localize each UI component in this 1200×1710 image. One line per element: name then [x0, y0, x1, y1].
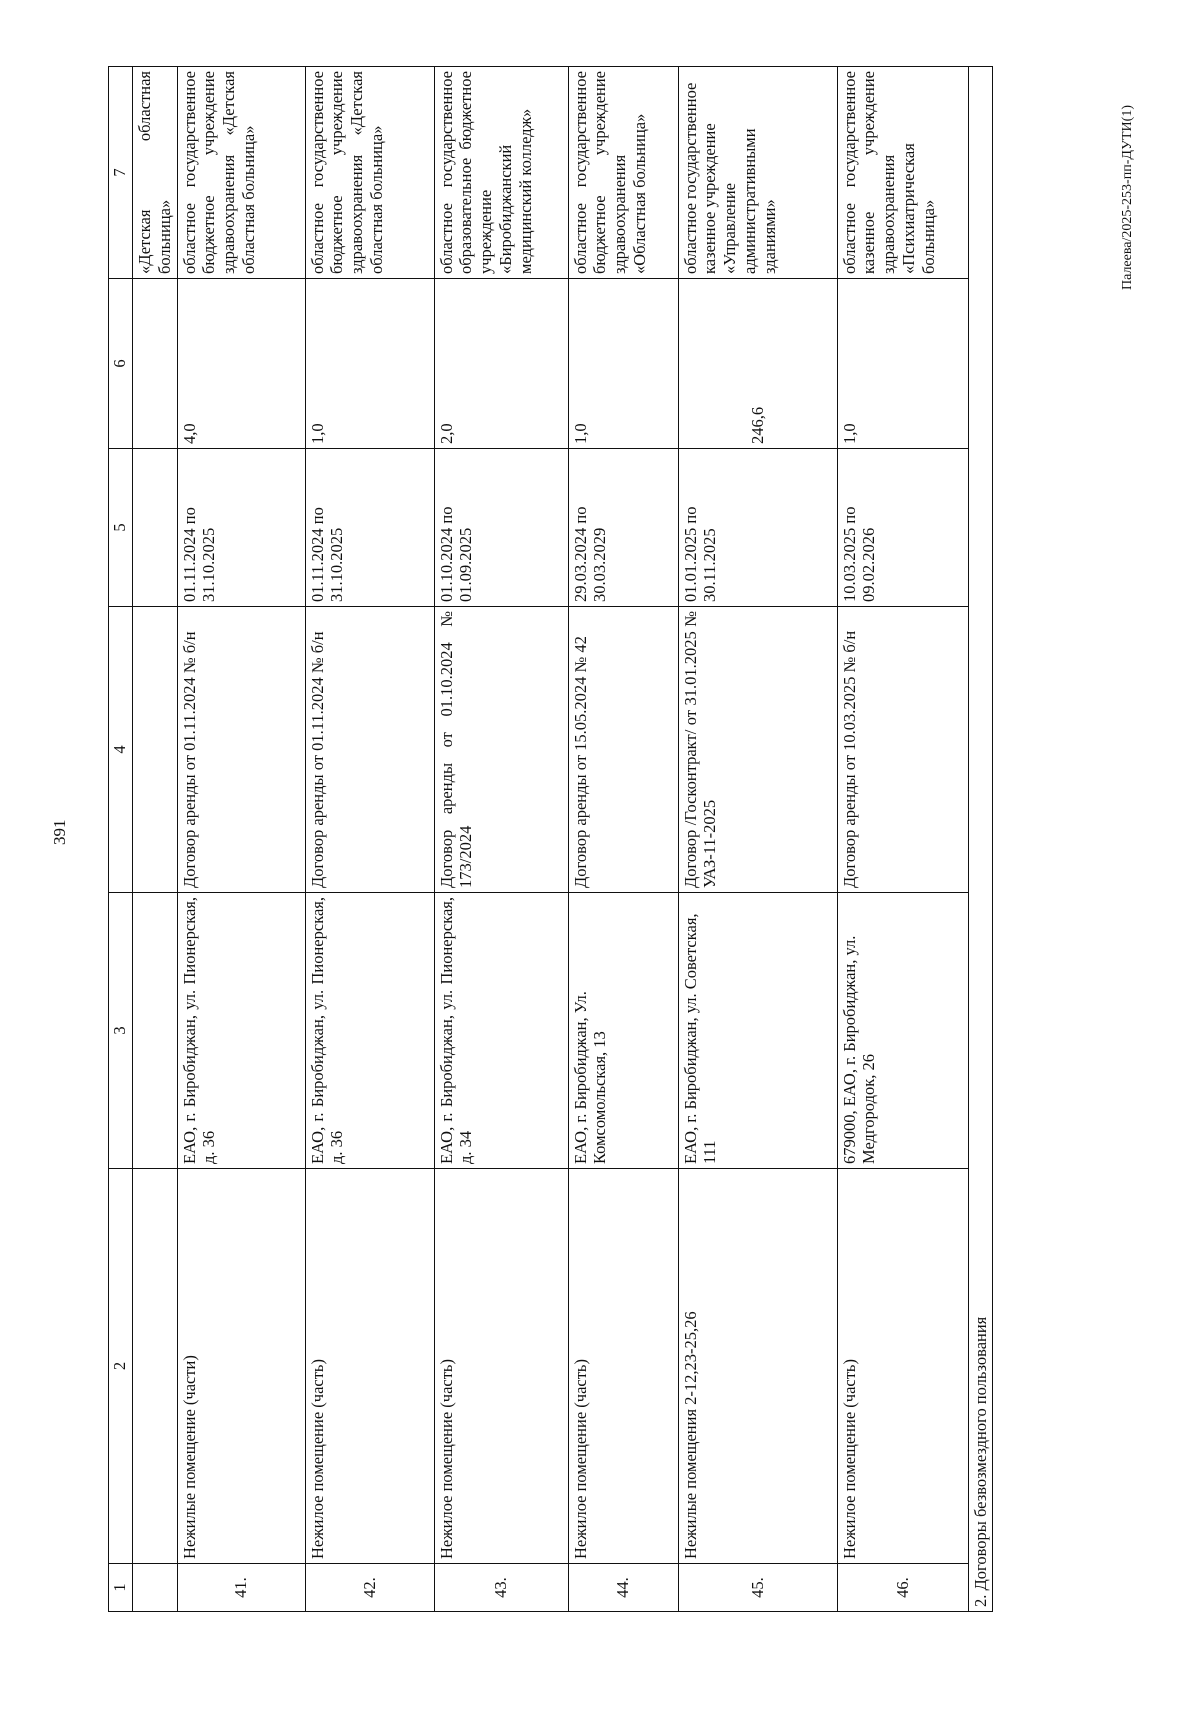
column-number: 7 [109, 67, 133, 279]
cell-area: 1,0 [305, 279, 434, 449]
column-number: 1 [109, 1564, 133, 1612]
cell-organization: областное государственное бюджетное учреждение здравоохранения «Детская областная больница» [305, 67, 434, 279]
cell-organization: областное государственное бюджетное учреждение здравоохранения «Областная больница» [568, 67, 678, 279]
cell-object: Нежилое помещение (часть) [568, 1169, 678, 1564]
cell-contract: Договор аренды от 01.11.2024 № б/н [305, 607, 434, 893]
cell-address: ЕАО, г. Биробиджан, ул. Пионерская, д. 36 [305, 893, 434, 1169]
cell-area: 1,0 [837, 279, 968, 449]
column-number: 3 [109, 893, 133, 1169]
cell-object: Нежилые помещение (части) [177, 1169, 305, 1564]
table-row [434, 67, 568, 1612]
cell-organization: областное государственное казенное учреждение «Управление административными зданиями» [678, 67, 837, 279]
cell-organization: «Детская областная больница» [133, 67, 178, 279]
table-row [678, 67, 837, 1612]
column-number: 5 [109, 449, 133, 607]
cell-row-number: 46. [837, 1564, 968, 1612]
cell-period: 01.01.2025 по 30.11.2025 [678, 449, 837, 607]
cell-period: 29.03.2024 по 30.03.2029 [568, 449, 678, 607]
column-number: 4 [109, 607, 133, 893]
column-number: 6 [109, 279, 133, 449]
page-number: 391 [50, 819, 69, 845]
cell-period: 01.10.2024 по 01.09.2025 [434, 449, 568, 607]
cell-contract: Договор /Госконтракт/ от 31.01.2025 № УАЗ-11-2025 [678, 607, 837, 893]
section-heading-row [968, 67, 993, 1612]
cell-address: ЕАО, г. Биробиджан, ул. Пионерская, д. 36 [177, 893, 305, 1169]
cell-object: Нежилое помещение (часть) [434, 1169, 568, 1564]
table-row [837, 67, 968, 1612]
cell-row-number: 41. [177, 1564, 305, 1612]
document-code: Палеева/2025-253-пп-ДУТИ(1) [1120, 105, 1135, 290]
lease-contracts-table [108, 66, 993, 1612]
cell-object: Нежилые помещения 2-12,23-25,26 [678, 1169, 837, 1564]
cell-contract: Договор аренды от 01.10.2024 № 173/2024 [434, 607, 568, 893]
cell-period: 01.11.2024 по 31.10.2025 [305, 449, 434, 607]
cell-object: Нежилое помещение (часть) [837, 1169, 968, 1564]
cell-address: ЕАО, г. Биробиджан, Ул. Комсомольская, 13 [568, 893, 678, 1169]
rotated-table-container [108, 67, 1028, 1612]
column-number: 2 [109, 1169, 133, 1564]
cell-address: 679000, ЕАО, г. Биробиджан, ул. Медгородок, 26 [837, 893, 968, 1169]
cell-period: 10.03.2025 по 09.02.2026 [837, 449, 968, 607]
cell-organization: областное государственное казенное учреждение здравоохранения «Психиатрическая больница» [837, 67, 968, 279]
cell-area: 4,0 [177, 279, 305, 449]
cell-area: 1,0 [568, 279, 678, 449]
cell-period: 01.11.2024 по 31.10.2025 [177, 449, 305, 607]
continuation-row [133, 67, 178, 1612]
table-row [568, 67, 678, 1612]
cell-contract: Договор аренды от 10.03.2025 № б/н [837, 607, 968, 893]
cell-object: Нежилое помещение (часть) [305, 1169, 434, 1564]
cell-contract: Договор аренды от 01.11.2024 № б/н [177, 607, 305, 893]
table-row [177, 67, 305, 1612]
cell-row-number: 44. [568, 1564, 678, 1612]
cell-area: 2,0 [434, 279, 568, 449]
cell-area: 246,6 [678, 279, 837, 449]
cell-row-number: 43. [434, 1564, 568, 1612]
cell-contract: Договор аренды от 15.05.2024 № 42 [568, 607, 678, 893]
section-heading: 2. Договоры безвозмездного пользования [968, 67, 993, 1612]
cell-row-number: 42. [305, 1564, 434, 1612]
column-number-row [109, 67, 133, 1612]
cell-organization: областное государственное образовательное бюджетное учреждение «Биробиджанский медицинский колледж» [434, 67, 568, 279]
cell-address: ЕАО, г. Биробиджан, ул. Пионерская, д. 34 [434, 893, 568, 1169]
cell-row-number: 45. [678, 1564, 837, 1612]
cell-address: ЕАО, г. Биробиджан, ул. Советская, 111 [678, 893, 837, 1169]
table-row [305, 67, 434, 1612]
cell-organization: областное государственное бюджетное учреждение здравоохранения «Детская областная больница» [177, 67, 305, 279]
